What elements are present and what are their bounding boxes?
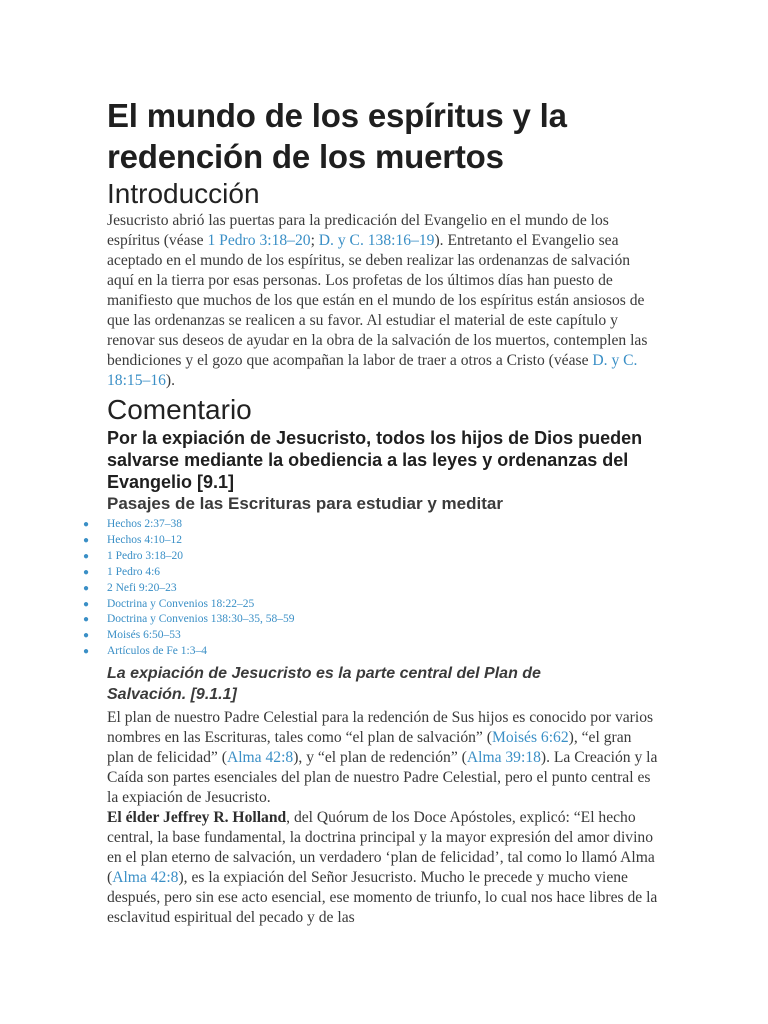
scripture-link[interactable]: Alma 42:8 — [112, 869, 179, 887]
speaker-name: El élder Jeffrey R. Holland — [107, 809, 287, 827]
scripture-list-heading: Pasajes de las Escrituras para estudiar y meditar — [107, 494, 503, 513]
scripture-link[interactable]: Hechos 4:10–12 — [107, 533, 183, 546]
bullet-icon: ● — [83, 550, 90, 562]
intro-text: ). — [165, 372, 176, 389]
paragraph-text: El plan de nuestro Padre Celestial para la redención de Sus hijos es conocido por varios nombres en las Escrituras, tales como “el plan de salvación” ( — [107, 709, 654, 747]
paragraph-text: ), y “el plan de redención” ( — [293, 749, 467, 767]
scripture-link[interactable]: Moisés 6:50–53 — [107, 629, 181, 642]
list-item[interactable] — [83, 612, 659, 628]
scripture-link[interactable]: Alma 42:8 — [226, 749, 294, 767]
intro-heading: Introducción — [107, 178, 260, 209]
scripture-link[interactable]: 2 Nefi 9:20–23 — [107, 581, 177, 594]
list-item[interactable] — [83, 628, 659, 644]
bullet-icon: ● — [83, 614, 90, 626]
scripture-link[interactable]: Moisés 6:62 — [491, 729, 569, 747]
commentary-subheading: Por la expiación de Jesucristo, todos los hijos de Dios pueden salvarse mediante la obediencia a las leyes y ordenanzas del Evangelio [9.1] — [107, 428, 643, 492]
section-heading: La expiación de Jesucristo es la parte central del Plan de Salvación. [9.1.1] — [107, 665, 541, 704]
scripture-link[interactable]: D. y C. 18:15–16 — [107, 352, 638, 389]
holland-paragraph — [107, 808, 659, 928]
list-item[interactable] — [83, 533, 659, 549]
intro-text: ; — [310, 232, 319, 249]
paragraph-text: ), “el gran plan de felicidad” ( — [107, 729, 632, 767]
intro-text: Jesucristo abrió las puertas para la predicación del Evangelio en el mundo de los espíritus (véase — [107, 212, 609, 249]
document-page — [83, 95, 659, 928]
bullet-icon: ● — [83, 582, 90, 594]
list-item[interactable] — [83, 581, 659, 597]
list-item[interactable] — [83, 597, 659, 613]
scripture-link[interactable]: Hechos 2:37–38 — [107, 518, 183, 530]
bullet-icon: ● — [83, 566, 90, 578]
list-item[interactable] — [83, 644, 659, 660]
scripture-link[interactable]: Doctrina y Convenios 138:30–35, 58–59 — [107, 613, 295, 626]
paragraph-text: , del Quórum de los Doce Apóstoles, explicó: “El hecho central, la base fundamental, la doctrina principal y la mayor expresión del amor divino en el plan eterno de salvación, un verdadero ‘plan de felicidad’, tal como lo llamó Alma ( — [107, 809, 655, 887]
scripture-link[interactable]: 1 Pedro 3:18–20 — [107, 549, 184, 562]
scripture-link[interactable]: 1 Pedro 4:6 — [107, 565, 161, 578]
scripture-list — [83, 517, 659, 660]
bullet-icon: ● — [83, 519, 90, 530]
intro-paragraph — [107, 211, 659, 391]
list-item[interactable] — [83, 549, 659, 565]
paragraph-text: ), es la expiación del Señor Jesucristo. Mucho le precede y mucho viene después, pero sin ese acto esencial, ese momento de triunfo, lo cual nos hace libres de la esclavitud espiritual del pecado y de las — [107, 869, 658, 927]
scripture-link[interactable]: Artículos de Fe 1:3–4 — [107, 645, 207, 658]
scripture-link[interactable]: D. y C. 138:16–19 — [318, 232, 435, 249]
list-item[interactable] — [83, 517, 659, 533]
list-item[interactable] — [83, 565, 659, 581]
scripture-link[interactable]: Alma 39:18 — [466, 749, 541, 767]
scripture-link[interactable]: 1 Pedro 3:18–20 — [207, 232, 311, 249]
bullet-icon: ● — [83, 630, 90, 642]
bullet-icon: ● — [83, 598, 90, 610]
commentary-heading: Comentario — [107, 394, 252, 425]
bullet-icon: ● — [83, 534, 90, 546]
bullet-icon: ● — [83, 646, 90, 658]
scripture-link[interactable]: Doctrina y Convenios 18:22–25 — [107, 597, 255, 610]
page-title: El mundo de los espíritus y la redención de los muertos — [107, 97, 567, 175]
paragraph-text: ). La Creación y la Caída son partes esenciales del plan de nuestro Padre Celestial, pero el punto central es la expiación de Jesucristo. — [107, 749, 658, 807]
intro-text: ). Entretanto el Evangelio sea aceptado en el mundo de los espíritus, se deben realizar las ordenanzas de salvación aquí en la tierra por esas personas. Los profetas de los últimos días han puesto de manifiesto que muchos de los que están en el mundo de los espíritus están ansiosos de que las ordenanzas se realicen a su favor. Al estudiar el material de este capítulo y renovar sus deseos de ayudar en la obra de la salvación de los muertos, contemplen las bendiciones y el gozo que acompañan la labor de traer a otros a Cristo (véase — [107, 232, 648, 369]
plan-paragraph — [107, 708, 659, 808]
